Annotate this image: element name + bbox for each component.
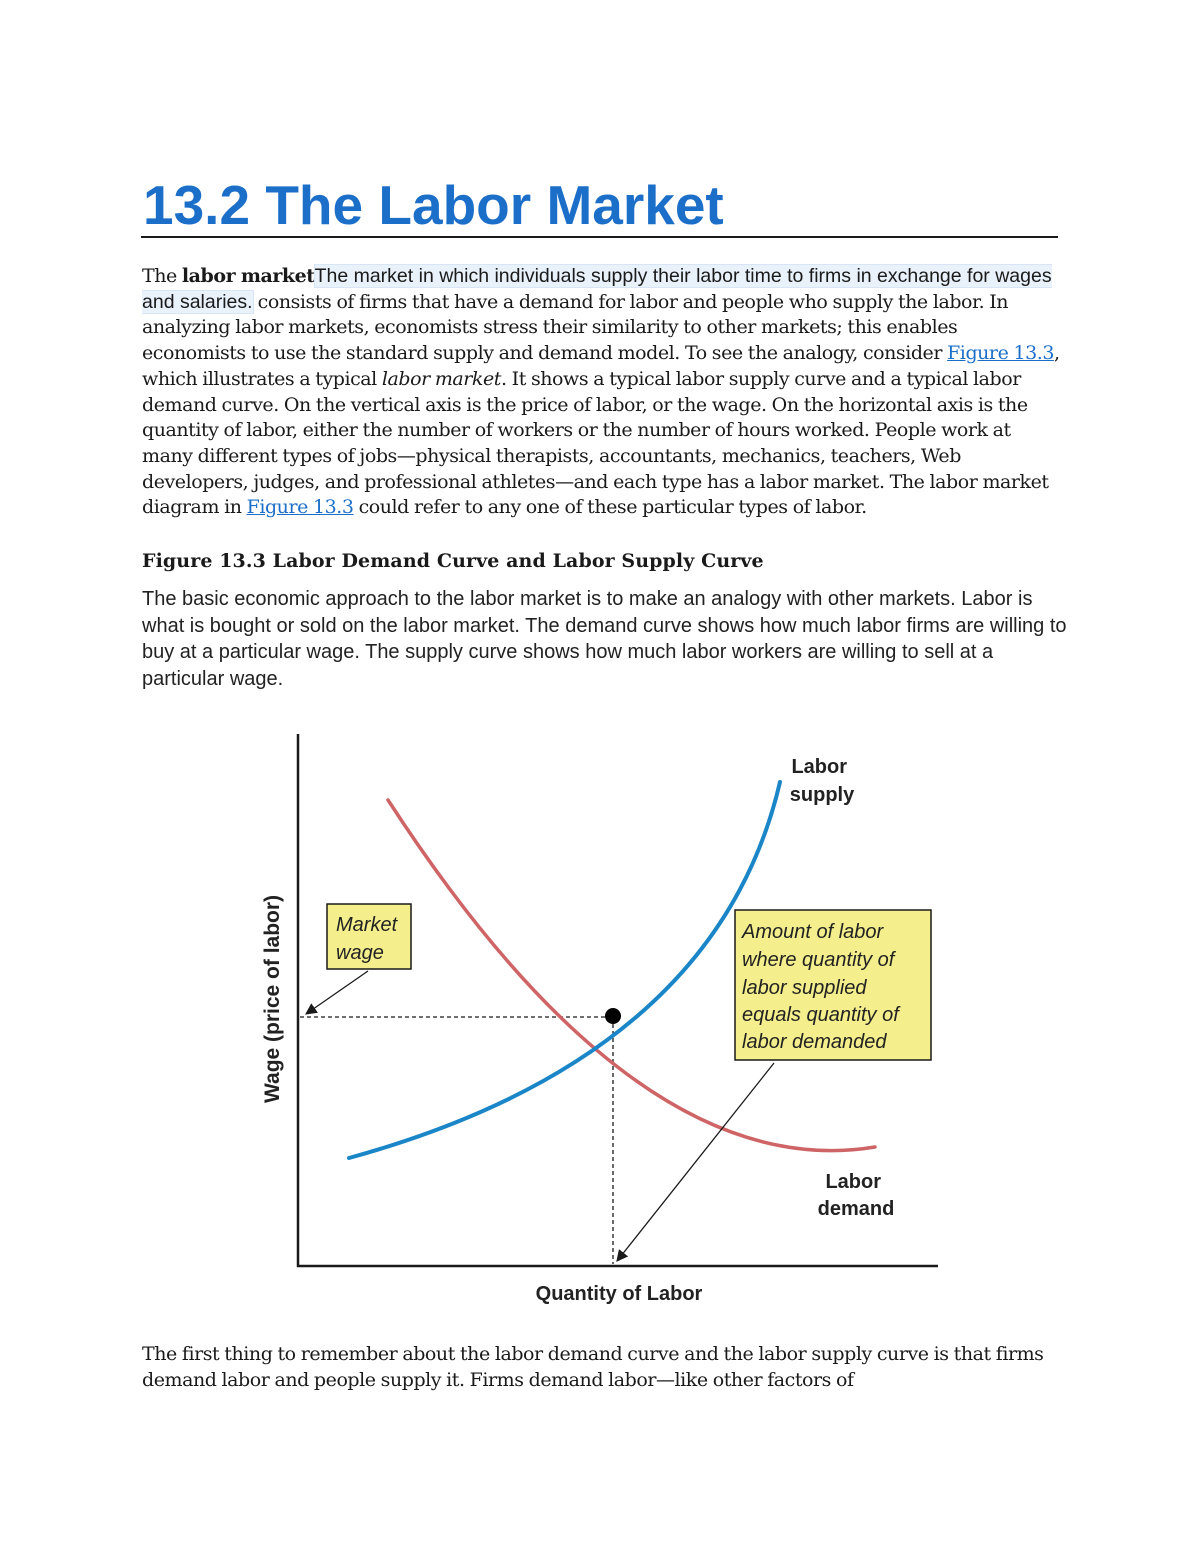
paragraph-intro bbox=[142, 264, 1062, 521]
callout-line-3: labor supplied bbox=[742, 977, 867, 999]
x-axis-label: Quantity of Labor bbox=[535, 1283, 703, 1305]
intro-italic: labor market bbox=[381, 367, 501, 390]
y-axis-label: Wage (price of labor) bbox=[261, 894, 284, 1104]
intro-text-b: , which illustrates a typical bbox=[142, 342, 1060, 390]
market-wage-arrow bbox=[306, 971, 368, 1014]
figure-link-2[interactable]: Figure 13.3 bbox=[246, 496, 354, 519]
demand-label-line-2: demand bbox=[817, 1198, 895, 1220]
supply-label bbox=[790, 756, 855, 806]
figure-caption: Figure 13.3 Labor Demand Curve and Labor Supply Curve bbox=[142, 550, 764, 572]
term-labor-market: labor market bbox=[181, 265, 315, 287]
supply-label-line-2: supply bbox=[789, 784, 855, 806]
demand-label bbox=[818, 1171, 895, 1220]
term-definition: The market in which individuals supply their labor time to firms in exchange for wages and salaries. bbox=[142, 265, 1052, 313]
intro-lead: The bbox=[142, 265, 182, 287]
supply-label-line-1: Labor bbox=[791, 756, 847, 778]
intro-text-c: . It shows a typical labor supply curve and a typical labor demand curve. On the vertical axis is the price of labor, or the wage. On the horizontal axis is the quantity of labor, either the number of workers or the number of hours worked. People work at many different types of jobs—physical therapists, accountants, mechanics, teachers, Web developers, judges, and professional athletes—and each type has a labor market. The labor market diagram in bbox=[142, 367, 1049, 519]
callout-line-1: Amount of labor bbox=[742, 921, 884, 943]
intro-text-d: could refer to any one of these particular types of labor. bbox=[353, 496, 867, 519]
callout-line-5: labor demanded bbox=[742, 1031, 887, 1053]
callout-line-4: equals quantity of bbox=[742, 1004, 899, 1026]
page-title: 13.2 The Labor Market bbox=[143, 174, 724, 236]
equilibrium-quantity-arrow bbox=[617, 1063, 774, 1261]
equilibrium-point bbox=[605, 1008, 621, 1024]
market-wage-line-2: wage bbox=[336, 942, 384, 964]
intro-text-a: consists of firms that have a demand for labor and people who supply the labor. In analyzing labor markets, economists stress their similarity to other markets; this enables economists to use the standard supply and demand model. To see the analogy, consider bbox=[142, 290, 1009, 365]
callout-line-2: where quantity of bbox=[742, 949, 895, 971]
figure-link-1[interactable]: Figure 13.3 bbox=[947, 342, 1054, 365]
market-wage-line-1: Market bbox=[336, 914, 398, 936]
paragraph-analogy: The basic economic approach to the labor market is to make an analogy with other markets. Labor is what is bought or sold on the labor market. The demand curve shows how much labor firms are willing to buy at a particular wage. The supply curve shows how much labor workers are willing to sell at a particular wage. bbox=[142, 588, 1067, 690]
paragraph-closing: The first thing to remember about the labor demand curve and the labor supply curve is that firms demand labor and people supply it. Firms demand labor—like other factors of bbox=[142, 1343, 1044, 1391]
title-divider bbox=[141, 236, 1058, 238]
demand-label-line-1: Labor bbox=[825, 1171, 881, 1193]
labor-market-chart bbox=[230, 715, 950, 1315]
market-wage-callout bbox=[306, 904, 411, 1014]
